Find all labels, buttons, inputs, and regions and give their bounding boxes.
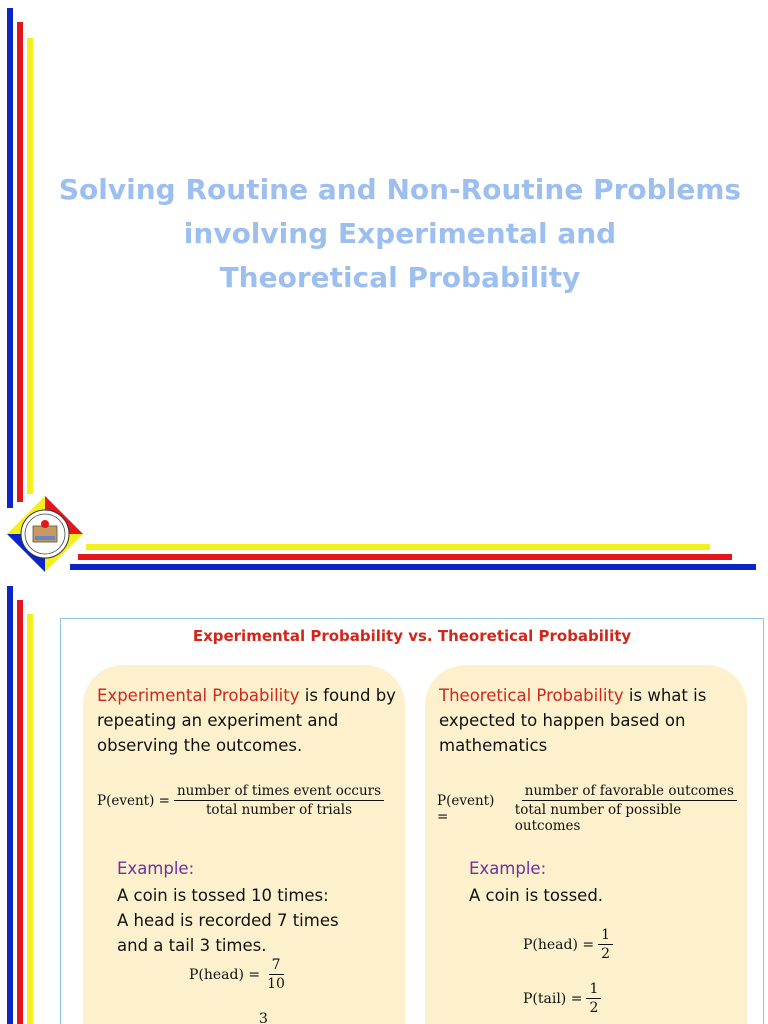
theoretical-head-numerator: 1 bbox=[598, 927, 613, 945]
experimental-tail-numerator: 3 bbox=[259, 1011, 268, 1024]
theoretical-tail-lhs: P(tail) = bbox=[523, 990, 583, 1007]
yellow-vertical-stripe bbox=[27, 38, 33, 494]
comparison-panel bbox=[60, 618, 764, 1024]
experimental-head-probability bbox=[189, 957, 288, 992]
theoretical-head-denominator: 2 bbox=[601, 946, 611, 962]
experimental-formula-numerator: number of times event occurs bbox=[174, 783, 384, 801]
theoretical-description bbox=[439, 683, 739, 758]
title-line-3: Theoretical Probability bbox=[219, 261, 581, 294]
slide-title bbox=[40, 168, 760, 300]
experimental-example-line-3: and a tail 3 times. bbox=[117, 936, 267, 955]
theoretical-description-text: is what is expected to happen based on mathematics bbox=[439, 686, 707, 755]
experimental-head-numerator: 7 bbox=[269, 957, 284, 975]
blue-horizontal-stripe bbox=[70, 564, 756, 570]
experimental-example-line-1: A coin is tossed 10 times: bbox=[117, 886, 329, 905]
theoretical-example-label: Example: bbox=[469, 859, 547, 878]
title-line-2: involving Experimental and bbox=[183, 217, 617, 250]
yellow-vertical-stripe-2 bbox=[27, 614, 33, 1024]
red-horizontal-stripe bbox=[78, 554, 732, 560]
theoretical-head-probability bbox=[523, 927, 613, 962]
experimental-head-denominator: 10 bbox=[267, 976, 285, 992]
theoretical-formula-denominator: total number of possible outcomes bbox=[514, 802, 682, 834]
theoretical-formula-numerator: number of favorable outcomes bbox=[522, 783, 737, 801]
theoretical-tail-numerator: 1 bbox=[586, 981, 601, 999]
comparison-slide bbox=[0, 586, 768, 1024]
theoretical-formula bbox=[437, 783, 747, 834]
comparison-heading: Experimental Probability vs. Theoretical Probability bbox=[192, 627, 632, 645]
experimental-example-text bbox=[117, 883, 339, 958]
blue-vertical-stripe bbox=[7, 8, 13, 508]
theoretical-tail-denominator: 2 bbox=[589, 1000, 599, 1016]
theoretical-formula-lhs: P(event) = bbox=[437, 792, 495, 825]
red-vertical-stripe-2 bbox=[17, 600, 23, 1024]
theoretical-tail-probability bbox=[523, 981, 601, 1016]
yellow-horizontal-stripe bbox=[86, 544, 710, 550]
theoretical-head-lhs: P(head) = bbox=[523, 936, 595, 953]
experimental-example-line-2: A head is recorded 7 times bbox=[117, 911, 339, 930]
experimental-description bbox=[97, 683, 397, 758]
experimental-description-text: is found by repeating an experiment and observing the outcomes. bbox=[97, 686, 396, 755]
theoretical-example-text: A coin is tossed. bbox=[469, 886, 604, 905]
experimental-tail-probability bbox=[259, 1011, 268, 1024]
experimental-formula-denominator: total number of trials bbox=[205, 802, 353, 818]
theoretical-card bbox=[425, 665, 747, 1024]
theoretical-term: Theoretical Probability bbox=[439, 686, 624, 705]
school-seal-icon bbox=[5, 494, 85, 574]
title-line-1: Solving Routine and Non-Routine Problems bbox=[58, 173, 742, 206]
experimental-formula bbox=[97, 783, 384, 818]
red-vertical-stripe bbox=[17, 22, 23, 502]
experimental-formula-lhs: P(event) = bbox=[97, 792, 170, 809]
experimental-example-label: Example: bbox=[117, 859, 195, 878]
blue-vertical-stripe-2 bbox=[7, 586, 13, 1024]
experimental-head-lhs: P(head) = bbox=[189, 966, 261, 983]
experimental-card bbox=[83, 665, 405, 1024]
experimental-term: Experimental Probability bbox=[97, 686, 300, 705]
